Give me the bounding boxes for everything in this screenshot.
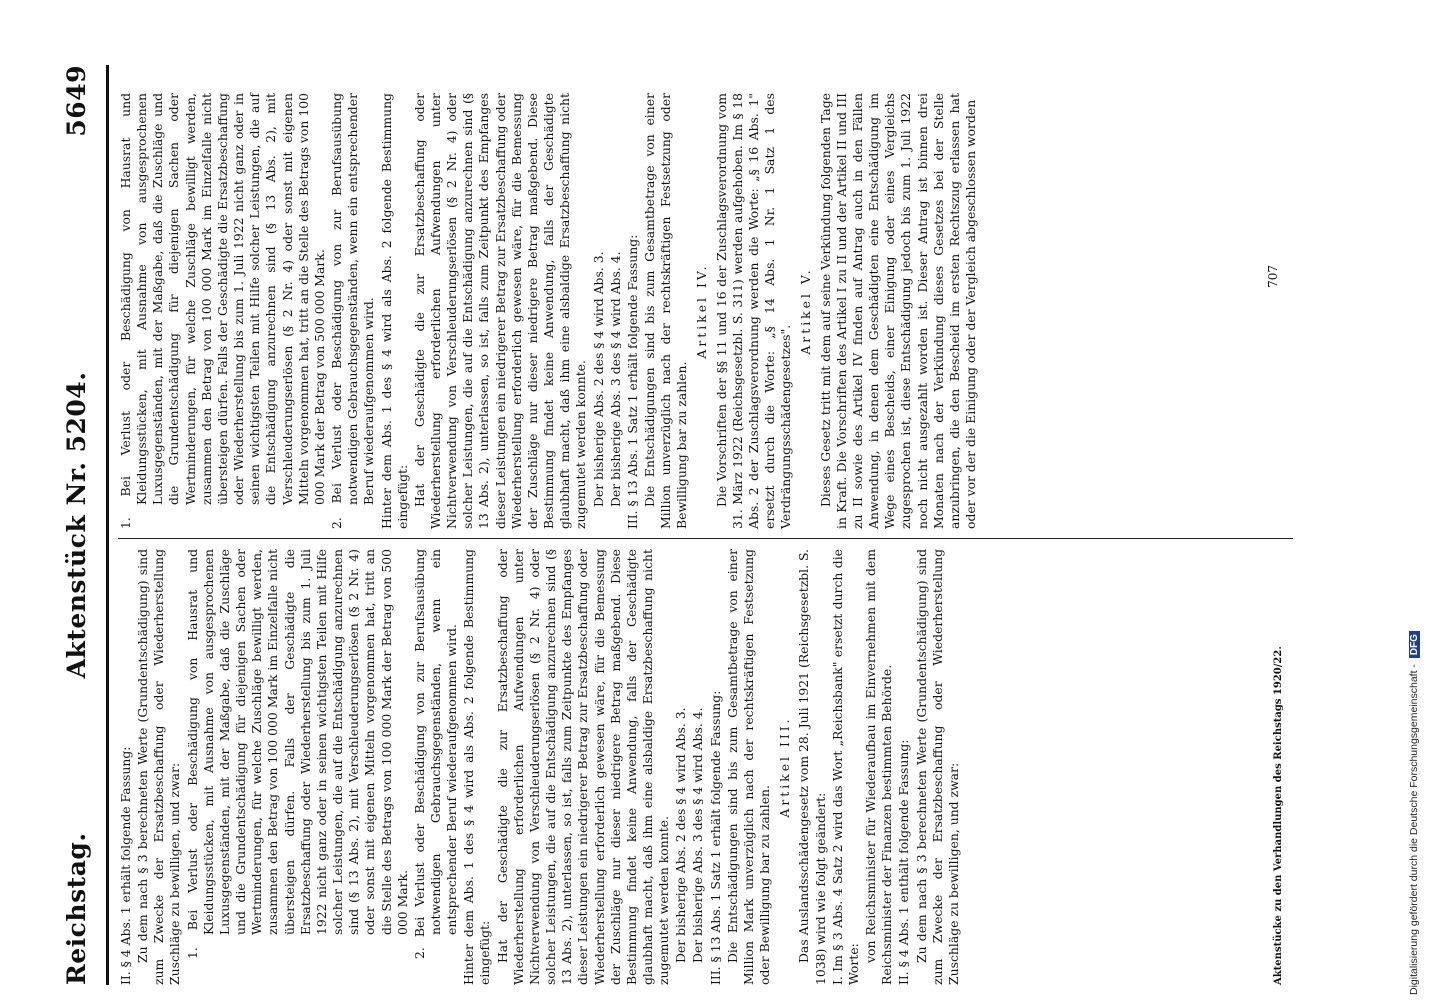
paragraph: Zu dem nach § 3 berechneten Werte (Grundentschädigung) sind zum Zwecke der Ersatzbeschaffung oder Wiederherstellung Zuschläge zu bewilligen, und zwar: <box>913 549 961 985</box>
list-item: 1. Bei Verlust oder Beschädigung von Hausrat und Kleidungsstücken, mit Ausnahme von ausgesprochenen Luxusgegenständen, mit der Maßgabe, daß die Zuschläge und die Grundentschädigung für diejenigen Sachen oder Wertminderungen, für welche Zuschläge bewilligt werden, zusammen den Betrag von 100 000 Mark im Einzelfalle nicht übersteigen dürfen. Falls der Geschädigte die Ersatzbeschaffung oder Wiederherstellung bis zum 1. Juli 1922 nicht ganz oder in seinen wichtigsten Teilen mit Hilfe solcher Leistungen, die auf die Entschädigung anzurechnen sind (§ 13 Abs. 2), mit Verschleuderungserlösen (§ 2 Nr. 4) oder sonst mit eigenen Mitteln vorgenommen hat, tritt an die Stelle des Betrags von 100 000 Mark der Betrag von 500 000 Mark. <box>184 549 410 959</box>
article-heading: Artikel III. <box>777 716 793 818</box>
digitization-text: Digitalisierung gefördert durch die Deutsche Forschungsgemeinschaft - <box>1408 664 1420 995</box>
paragraph: Die Entschädigungen sind bis zum Gesamtbetrage von einer Million Mark unverzüglich nach der rechtskräftigen Festsetzung oder Bewilligung bar zu zahlen. <box>724 549 773 985</box>
list-item: 2. Bei Verlust oder Beschädigung von zur Berufsausübung notwendigen Gebrauchsgegenständen, wenn ein entsprechender Beruf wiederaufgenommen wird. <box>411 549 460 959</box>
paragraph: III. § 13 Abs. 1 Satz 1 erhält folgende Fassung: <box>707 690 723 985</box>
paragraph: Der bisherige Abs. 3 des § 4 wird Abs. 4. <box>607 251 623 507</box>
paragraph: II. § 4 Abs. 1 erhält folgende Fassung: <box>118 746 133 985</box>
list-item: 1. Bei Verlust oder Beschädigung von Hausrat und Kleidungsstücken, mit Ausnahme von ausgesprochenen Luxusgegenständen, mit der Maßgabe, daß die Zuschläge und die Grundentschädigung für diejenigen Sachen oder Wertminderungen, für welche Zuschläge bewilligt werden, zusammen den Betrag von 100 000 Mark im Einzelfalle nicht übersteigen dürfen. Falls der Geschädigte die Ersatzbeschaffung oder Wiederherstellung bis zum 1. Juli 1922 nicht ganz oder in seinen wichtigsten Teilen mit Hilfe solcher Leistungen, die auf die Entschädigung anzurechnen sind (§ 13 Abs. 2), mit Verschleuderungserlösen (§ 2 Nr. 4) oder sonst mit eigenen Mitteln vorgenommen hat, tritt an die Stelle des Betrags von 100 000 Mark der Betrag von 500 000 Mark. <box>118 93 327 529</box>
numbered-list <box>185 549 461 985</box>
paragraph: II. § 4 Abs. 1 enthält folgende Fassung: <box>896 739 912 985</box>
left-column <box>118 549 963 985</box>
digitization-note <box>1408 5 1432 995</box>
numbered-list <box>118 93 378 529</box>
paragraph: Der bisherige Abs. 3 des § 4 wird Abs. 4. <box>690 707 706 963</box>
footer-note: Aktenstücke zu den Verhandlungen des Reichstags 1920/22. <box>1273 646 1284 985</box>
paragraph: Die Entschädigungen sind bis zum Gesamtbetrage von einer Million unverzüglich nach der rechtskräftigen Festsetzung oder Bewilligung bar zu zahlen. <box>642 93 690 529</box>
paragraph: Hat der Geschädigte die zur Ersatzbeschaffung oder Wiederherstellung erforderlichen Aufwendungen unter Nichtverwendung von Verschleuderungserlösen (§ 2 Nr. 4) oder solcher Leistungen, die auf die Entschädigung anzurechnen sind (§ 13 Abs. 2), unterlassen, so ist, falls zum Zeitpunkte des Empfanges dieser Leistungen ein niedrigerer Betrag zur Ersatzbeschaffung oder Wiederherstellung erforderlich gewesen wäre, für die Bemessung der Zuschläge nur dieser niedrigere Betrag maßgebend. Diese Bestimmung findet keine Anwendung, falls der Geschädigte glaubhaft macht, daß ihm eine alsbaldige Ersatzbeschaffung nicht zugemutet werden konnte. <box>494 549 672 985</box>
paragraph: III. § 13 Abs. 1 Satz 1 erhält folgende Fassung: <box>624 234 640 529</box>
page-number: 5649 <box>62 65 91 137</box>
paragraph: Der bisherige Abs. 2 des § 4 wird Abs. 3. <box>673 707 689 963</box>
page-header <box>60 65 106 985</box>
header-rule <box>106 65 109 985</box>
paragraph: I. Im § 3 Abs. 4 Satz 2 wird das Wort „Reichsbank" ersetzt durch die Worte: <box>829 549 861 985</box>
paragraph: Die Vorschriften der §§ 11 und 16 der Zuschlagsverordnung vom 31. März 1922 (Reichsgesetzbl. S. 311) werden aufgehoben. Im § 18 Abs. 2 der Zuschlagsverordnung werden die Worte: „§ 16 Abs. 1" ersetzt durch die Worte: „§ 14 Abs. 1 Nr. 1 Satz 1 des Verdrängungsschädengesetzes". <box>713 93 794 529</box>
paragraph: Zu dem nach § 3 berechneten Werte (Grundentschädigung) sind zum Zwecke der Ersatzbeschaffung oder Wiederherstellung Zuschläge zu bewilligen, und zwar: <box>135 549 183 985</box>
paragraph: Hinter dem Abs. 1 des § 4 wird als Abs. 2 folgende Bestimmung eingefügt: <box>461 549 493 985</box>
paragraph: Das Auslandsschädengesetz vom 28. Juli 1921 (Reichsgesetzbl. S. 1038) wird wie folgt geändert: <box>796 549 828 985</box>
paragraph: von Reichsminister für Wiederaufbau im Einvernehmen mit dem Reichsminister der Finanzen bestimmten Behörde. <box>863 549 895 985</box>
document-page <box>60 65 1365 985</box>
paragraph: Hat der Geschädigte die zur Ersatzbeschaffung oder Wiederherstellung erforderlichen Aufwendungen unter Nichtverwendung von Verschleuderungserlösen (§ 2 Nr. 4) oder solcher Leistungen, die auf die Entschädigung anzurechnen sind (§ 13 Abs. 2), unterlassen, so ist, falls zum Zeitpunkt des Empfanges dieser Leistungen ein niedrigerer Betrag zur Ersatzbeschaffung oder Wiederherstellung erforderlich gewesen wäre, für die Bemessung der Zuschläge nur dieser niedrigere Betrag maßgebend. Diese Bestimmung findet keine Anwendung, falls der Geschädigte glaubhaft macht, daß ihm eine alsbaldige Ersatzbeschaffung nicht zugemutet werden konnte. <box>411 93 589 529</box>
paragraph: Hinter dem Abs. 1 des § 4 wird als Abs. 2 folgende Bestimmung eingefügt: <box>378 93 410 529</box>
header-title: Aktenstück Nr. 5204. <box>62 371 91 679</box>
article-heading: Artikel V. <box>798 267 814 355</box>
signature-number: 707 <box>1266 265 1280 288</box>
right-column <box>118 93 980 529</box>
paragraph: Der bisherige Abs. 2 des § 4 wird Abs. 3. <box>590 251 606 507</box>
header-left: Reichstag. <box>62 832 91 985</box>
dfg-logo: DFG <box>1409 631 1420 658</box>
column-divider <box>118 538 1293 539</box>
list-item: 2. Bei Verlust oder Beschädigung von zur Berufsausübung notwendigen Gebrauchsgegenständen, wenn ein entsprechender Beruf wiederaufgenommen wird. <box>329 93 377 529</box>
paragraph: Dieses Gesetz tritt mit dem auf seine Verkündung folgenden Tage in Kraft. Die Vorschriften des Artikel I zu II und der Artikel II und III zu II sowie des Artikel IV finden auf Antrag auch in den Fällen Anwendung, in denen dem Geschädigten eine Entschädigung im Wege eines Bescheids, einer Einigung oder eines Vergleichs zugesprochen ist, diese Entschädigung jedoch bis zum 1. Juli 1922 noch nicht ausgezahlt worden ist. Dieser Antrag ist binnen drei Monaten nach der Verkündung dieses Gesetzes bei der Stelle anzubringen, die den Bescheid im ersten Rechtszug erlassen hat oder vor der die Einigung oder der Vergleich abgeschlossen worden <box>817 93 978 529</box>
article-heading: Artikel IV. <box>694 263 710 359</box>
